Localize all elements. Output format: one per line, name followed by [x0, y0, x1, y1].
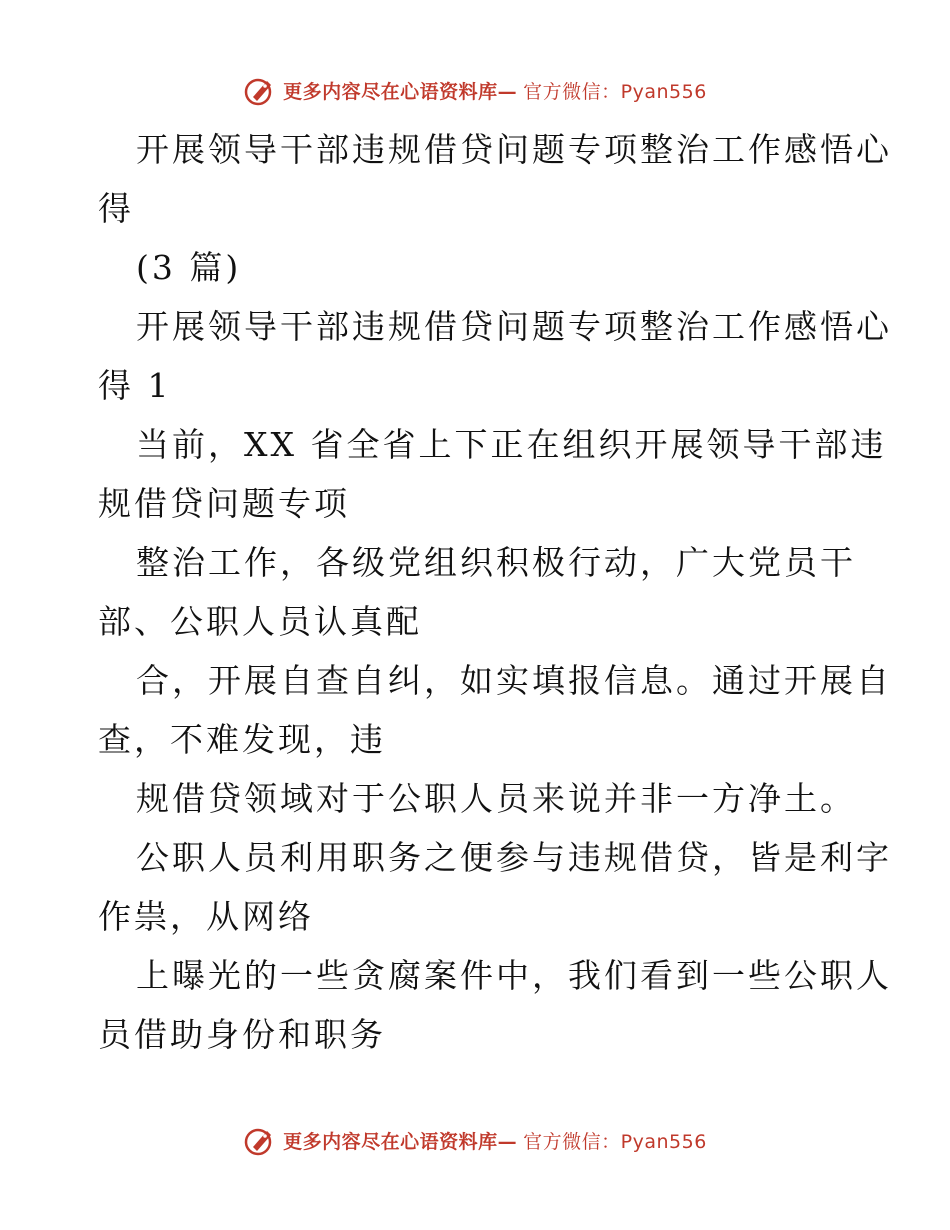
pen-nib-logo-icon	[243, 1123, 277, 1157]
banner-main-text: 更多内容尽在心语资料库—	[283, 1130, 518, 1153]
paragraph-line: 员借助身份和职务	[98, 1015, 386, 1054]
pen-nib-logo-icon	[243, 73, 277, 107]
banner-main-text: 更多内容尽在心语资料库—	[283, 80, 518, 103]
banner-wechat-text: 官方微信：Pyan556	[523, 80, 707, 103]
title-line-1: 开展领导干部违规借贷问题专项整治工作感悟心	[136, 130, 892, 169]
paragraph-line: 作祟，从网络	[98, 897, 314, 936]
section-heading-line-2: 得 1	[98, 366, 172, 405]
banner-wechat-text: 官方微信：Pyan556	[523, 1130, 707, 1153]
paragraph-line: 规借贷领域对于公职人员来说并非一方净土。	[136, 779, 856, 818]
paragraph-line: 查，不难发现，违	[98, 720, 386, 759]
footer-watermark-banner	[0, 1120, 950, 1160]
title-line-2: 得	[98, 189, 134, 228]
section-heading-line-1: 开展领导干部违规借贷问题专项整治工作感悟心	[136, 307, 892, 346]
paragraph-line: 合，开展自查自纠，如实填报信息。通过开展自	[136, 661, 892, 700]
paragraph-line: 规借贷问题专项	[98, 484, 350, 523]
document-body	[98, 120, 892, 1064]
paragraph-line: 整治工作，各级党组织积极行动，广大党员干	[136, 543, 856, 582]
paragraph-line: 当前，XX 省全省上下正在组织开展领导干部违	[136, 425, 887, 464]
paragraph-line: 上曝光的一些贪腐案件中，我们看到一些公职人	[136, 956, 892, 995]
paragraph-line: 公职人员利用职务之便参与违规借贷，皆是利字	[136, 838, 892, 877]
paragraph-line: 部、公职人员认真配	[98, 602, 422, 641]
header-watermark-banner	[0, 70, 950, 110]
subtitle-count: (3 篇)	[136, 248, 242, 287]
